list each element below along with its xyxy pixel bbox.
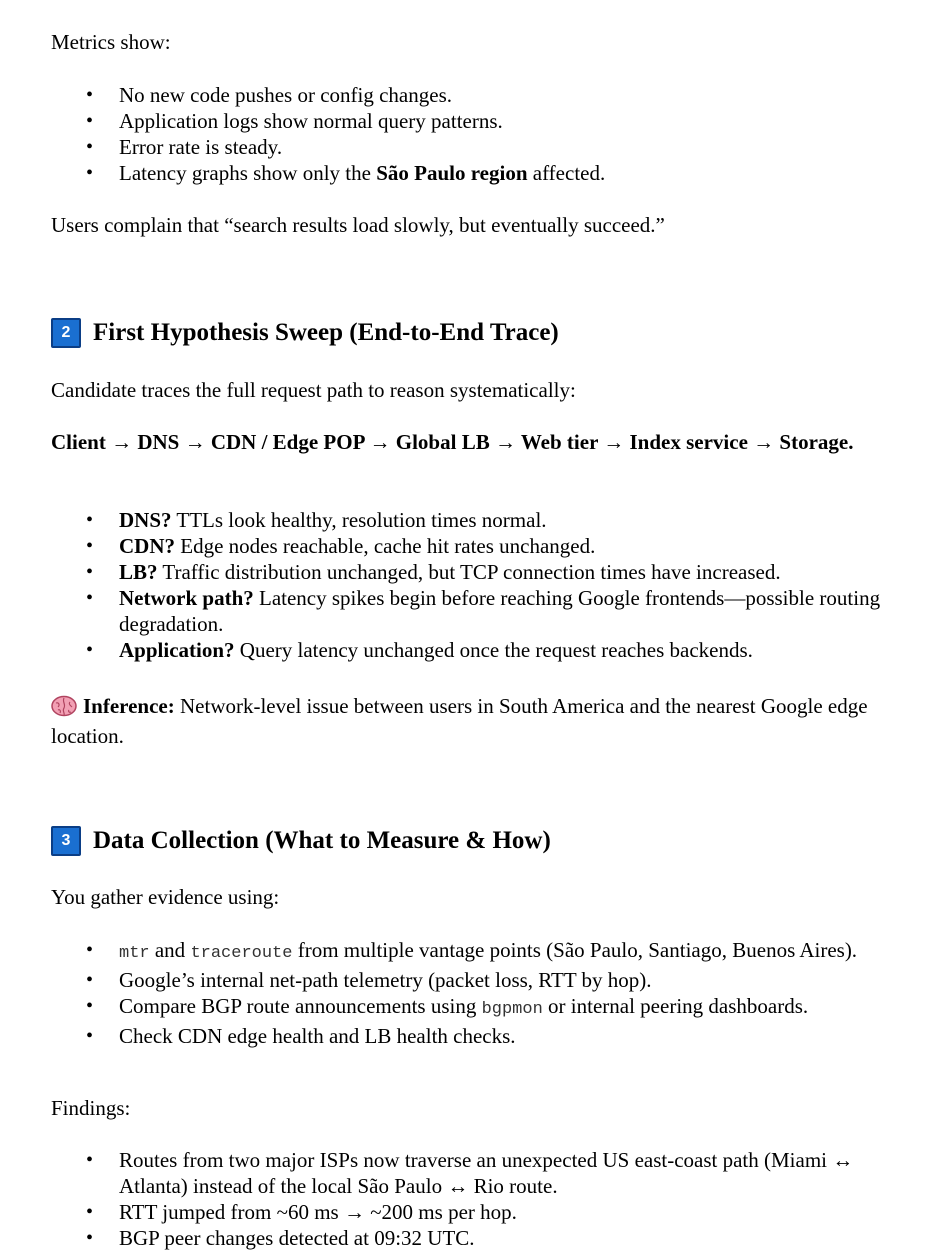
- list-item: • RTT jumped from ~60 ms → ~200 ms per hop.: [119, 1199, 895, 1225]
- inference-paragraph: [51, 693, 895, 749]
- item-text: Traffic distribution unchanged, but TCP connection times have increased.: [157, 560, 781, 584]
- list-item: [119, 637, 895, 663]
- item-label: Network path?: [119, 586, 254, 610]
- item-label: LB?: [119, 560, 158, 584]
- code-mtr: mtr: [119, 944, 150, 963]
- list-item: • Check CDN edge health and LB health checks.: [119, 1023, 895, 1049]
- section-3-intro: You gather evidence using:: [51, 885, 280, 909]
- item-text: Compare BGP route announcements using: [119, 994, 482, 1018]
- item-text: or internal peering dashboards.: [542, 994, 809, 1018]
- section-2-title: First Hypothesis Sweep (End-to-End Trace): [93, 319, 559, 346]
- section-2-heading: [51, 318, 895, 348]
- list-item: • No new code pushes or config changes.: [119, 82, 895, 108]
- list-item: [119, 533, 895, 559]
- list-item: • Application logs show normal query patterns.: [119, 108, 895, 134]
- findings-label: Findings:: [51, 1096, 131, 1120]
- list-item: [119, 507, 895, 533]
- brain-icon: [51, 695, 77, 723]
- item-text: Edge nodes reachable, cache hit rates unchanged.: [175, 534, 596, 558]
- request-path: Client → DNS → CDN / Edge POP → Global LB → Web tier → Index service → Storage.: [51, 430, 854, 454]
- list-item: [119, 585, 895, 637]
- latency-region: São Paulo region: [376, 161, 528, 185]
- number-3-icon: 3: [51, 826, 81, 856]
- metrics-list: [119, 82, 895, 186]
- code-bgpmon: bgpmon: [481, 1000, 543, 1019]
- section-2-intro: Candidate traces the full request path to reason systematically:: [51, 378, 576, 402]
- list-item: [119, 160, 895, 186]
- inference-label: Inference:: [83, 694, 175, 718]
- user-complaint: Users complain that “search results load slowly, but eventually succeed.”: [51, 213, 665, 237]
- section-3-title: Data Collection (What to Measure & How): [93, 827, 551, 854]
- item-label: CDN?: [119, 534, 175, 558]
- section-3-heading: [51, 826, 895, 856]
- list-item: [119, 993, 895, 1023]
- findings-list: [119, 1147, 895, 1251]
- item-label: DNS?: [119, 508, 172, 532]
- latency-text: Latency graphs show only the: [119, 161, 377, 185]
- list-item: • Routes from two major ISPs now traverse an unexpected US east-coast path (Miami ↔ Atlanta) instead of the local São Paulo ↔ Rio route.: [119, 1147, 895, 1199]
- code-traceroute: traceroute: [190, 944, 293, 963]
- number-2-icon: 2: [51, 318, 81, 348]
- item-text: from multiple vantage points (São Paulo, Santiago, Buenos Aires).: [292, 938, 858, 962]
- item-text: Query latency unchanged once the request reaches backends.: [234, 638, 753, 662]
- latency-text-end: affected.: [527, 161, 606, 185]
- inference-text: Network-level issue between users in South America and the nearest Google edge location.: [51, 694, 868, 748]
- metrics-label: Metrics show:: [51, 30, 171, 54]
- hypothesis-list: [119, 507, 895, 663]
- list-item: [119, 559, 895, 585]
- evidence-list: [119, 937, 895, 1049]
- list-item: • Google’s internal net-path telemetry (packet loss, RTT by hop).: [119, 967, 895, 993]
- item-text: Latency spikes begin before reaching Google frontends—possible routing degradation.: [119, 586, 881, 636]
- item-text: TTLs look healthy, resolution times normal.: [171, 508, 547, 532]
- list-item: • Error rate is steady.: [119, 134, 895, 160]
- item-text: and: [149, 938, 191, 962]
- list-item: • BGP peer changes detected at 09:32 UTC.: [119, 1225, 895, 1251]
- list-item: [119, 937, 895, 967]
- item-label: Application?: [119, 638, 235, 662]
